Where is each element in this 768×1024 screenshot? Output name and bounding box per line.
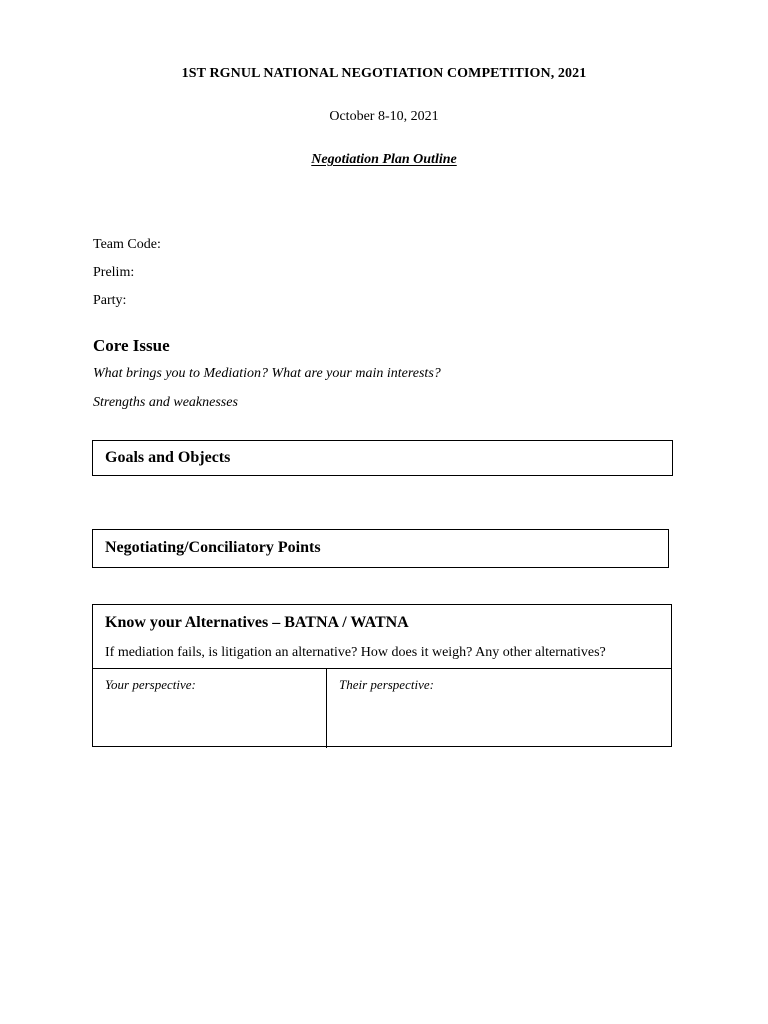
alternatives-column-divider xyxy=(326,668,327,748)
alternatives-heading: Know your Alternatives – BATNA / WATNA xyxy=(105,614,409,631)
core-issue-prompt-interests: What brings you to Mediation? What are your main interests? xyxy=(93,366,441,381)
prelim-label: Prelim: xyxy=(93,265,135,280)
negotiating-points-box xyxy=(92,529,669,568)
document-subtitle xyxy=(0,152,768,168)
alternatives-table xyxy=(92,604,672,747)
core-issue-prompt-strengths: Strengths and weaknesses xyxy=(93,395,238,410)
team-code-label: Team Code: xyxy=(93,237,161,252)
your-perspective-label: Your perspective: xyxy=(105,677,196,692)
document-title: 1ST RGNUL NATIONAL NEGOTIATION COMPETITION, 2021 xyxy=(181,66,587,81)
their-perspective-label: Their perspective: xyxy=(339,677,434,692)
alternatives-question: If mediation fails, is litigation an alternative? How does it weigh? Any other alternatives? xyxy=(105,645,606,660)
goals-box xyxy=(92,440,673,476)
document-subtitle-text: Negotiation Plan Outline xyxy=(311,152,457,167)
party-label: Party: xyxy=(93,293,127,308)
goals-heading: Goals and Objects xyxy=(105,449,231,466)
core-issue-heading: Core Issue xyxy=(93,336,170,355)
alternatives-row-divider xyxy=(93,668,671,669)
competition-dates: October 8-10, 2021 xyxy=(329,109,439,124)
negotiating-points-heading: Negotiating/Conciliatory Points xyxy=(105,539,321,556)
